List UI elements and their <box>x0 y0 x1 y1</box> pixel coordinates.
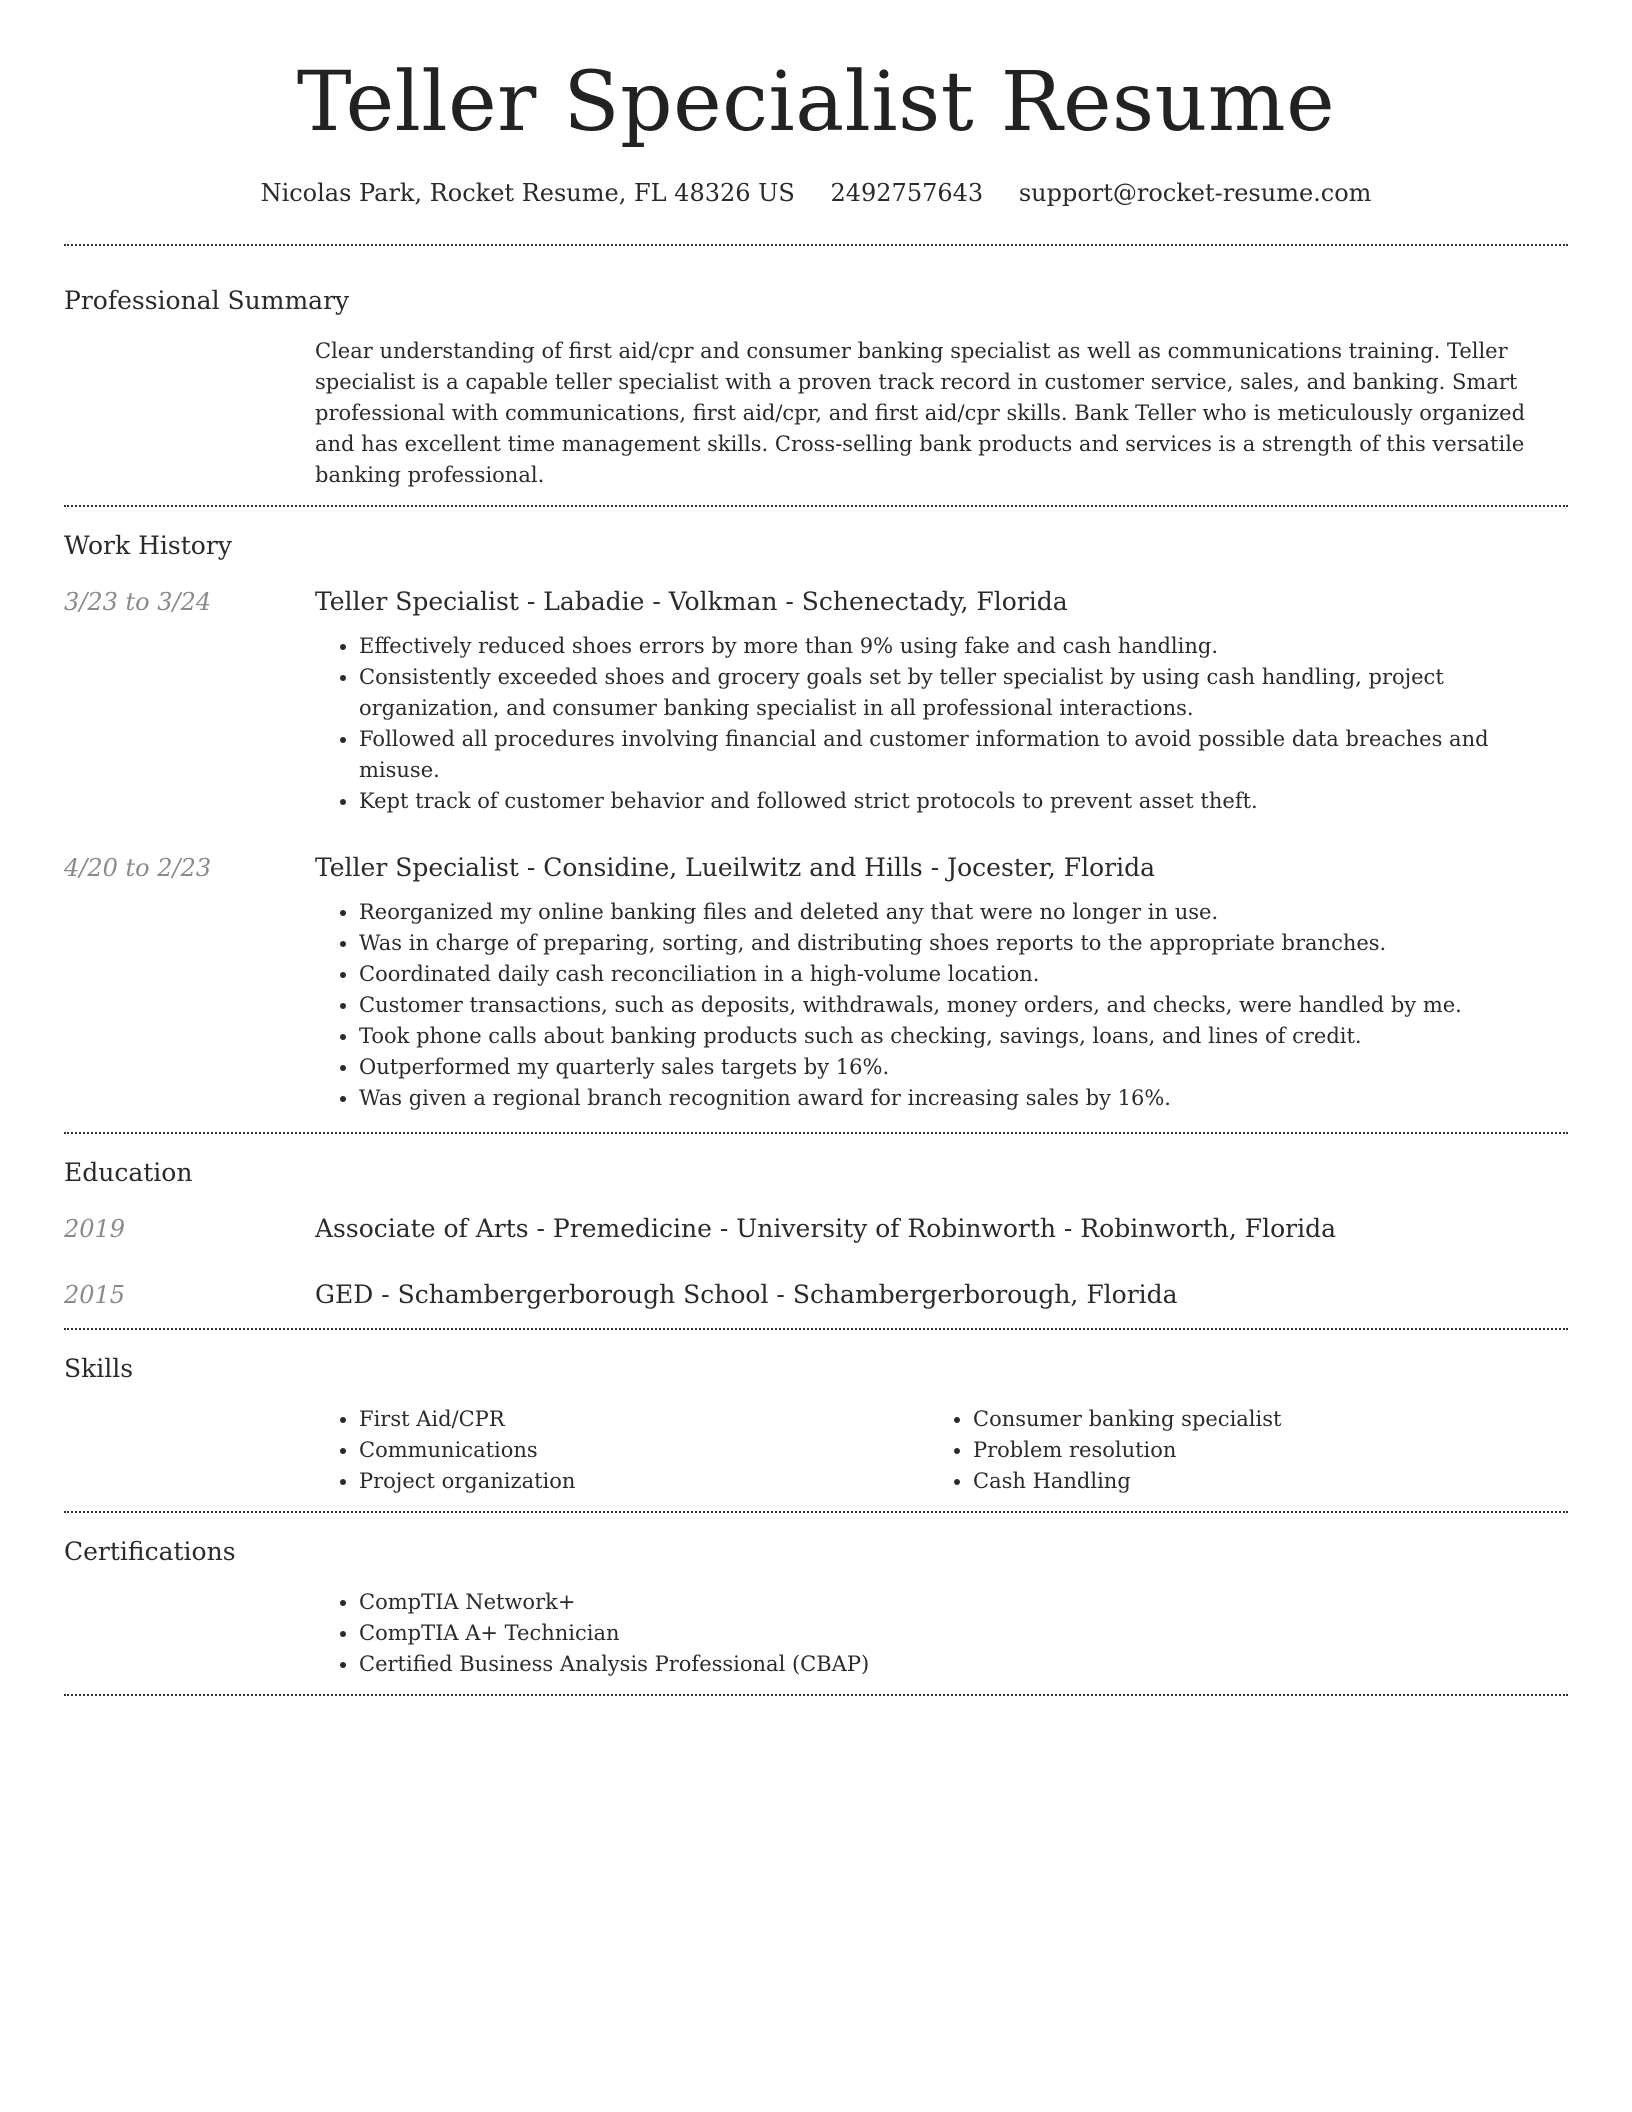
resume-title: Teller Specialist Resume <box>296 55 1336 150</box>
list-item: • Followed all procedures involving financial and customer information to avoid possible data breaches and misuse. <box>359 724 1568 786</box>
skill-item: • Cash Handling <box>973 1466 1543 1497</box>
certification-item: • CompTIA Network+ <box>359 1587 1568 1618</box>
job-dates: 4/20 to 2/23 <box>64 854 212 882</box>
work-history-section <box>64 507 1568 1132</box>
work-history-heading: Work History <box>64 531 232 560</box>
list-item: • Took phone calls about banking products such as checking, savings, loans, and lines of credit. <box>359 1021 1568 1052</box>
skill-item: • First Aid/CPR <box>359 1404 929 1435</box>
education-title: GED - Schambergerborough School - Schambergerborough, Florida <box>315 1280 1178 1309</box>
list-item: • Kept track of customer behavior and followed strict protocols to prevent asset theft. <box>359 786 1568 817</box>
skill-item: • Communications <box>359 1435 929 1466</box>
certifications-list <box>315 1587 1568 1680</box>
certification-item: • Certified Business Analysis Professional (CBAP) <box>359 1649 1568 1680</box>
job-title: Teller Specialist - Considine, Lueilwitz and Hills - Jocester, Florida <box>315 853 1155 882</box>
list-item: • Customer transactions, such as deposits, withdrawals, money orders, and checks, were handled by me. <box>359 990 1568 1021</box>
job-dates: 3/23 to 3/24 <box>64 588 212 616</box>
list-item: • Effectively reduced shoes errors by more than 9% using fake and cash handling. <box>359 631 1568 662</box>
education-section <box>64 1134 1568 1328</box>
skill-item: • Consumer banking specialist <box>973 1404 1543 1435</box>
contact-phone: 2492757643 <box>830 179 984 207</box>
contact-address: Nicolas Park, Rocket Resume, FL 48326 US <box>260 179 795 207</box>
contact-line <box>64 176 1568 210</box>
education-title: Associate of Arts - Premedicine - University of Robinworth - Robinworth, Florida <box>315 1214 1336 1243</box>
skills-list-right <box>929 1404 1543 1497</box>
section-divider <box>64 1694 1568 1696</box>
list-item: • Reorganized my online banking files and deleted any that were no longer in use. <box>359 897 1568 928</box>
summary-heading: Professional Summary <box>64 286 350 315</box>
skill-item: • Project organization <box>359 1466 929 1497</box>
education-year: 2019 <box>64 1215 126 1243</box>
certification-item: • CompTIA A+ Technician <box>359 1618 1568 1649</box>
skills-section <box>64 1330 1568 1511</box>
job-entry <box>64 851 1568 1114</box>
job-entry <box>64 585 1568 817</box>
job-title: Teller Specialist - Labadie - Volkman - Schenectady, Florida <box>315 587 1068 616</box>
education-heading: Education <box>64 1158 193 1187</box>
skill-item: • Problem resolution <box>973 1435 1543 1466</box>
job-bullets <box>315 897 1568 1114</box>
education-year: 2015 <box>64 1281 126 1309</box>
list-item: • Was in charge of preparing, sorting, and distributing shoes reports to the appropriate branches. <box>359 928 1568 959</box>
skills-grid <box>315 1404 1568 1497</box>
skills-list-left <box>315 1404 929 1497</box>
skills-heading: Skills <box>64 1354 134 1383</box>
list-item: • Coordinated daily cash reconciliation in a high-volume location. <box>359 959 1568 990</box>
certifications-heading: Certifications <box>64 1537 236 1566</box>
summary-section <box>64 246 1568 505</box>
education-entry <box>64 1278 1568 1312</box>
list-item: • Outperformed my quarterly sales targets by 16%. <box>359 1052 1568 1083</box>
job-bullets <box>315 631 1568 817</box>
list-item: • Consistently exceeded shoes and grocery goals set by teller specialist by using cash handling, project organization, and consumer banking specialist in all professional interactions. <box>359 662 1568 724</box>
summary-text: Clear understanding of first aid/cpr and consumer banking specialist as well as communications training. Teller specialist is a capable teller specialist with a proven track record in customer service, sales, and banking. Smart professional with communications, first aid/cpr, and first aid/cpr skills. Bank Teller who is meticulously organized and has excellent time management skills. Cross-selling bank products and services is a strength of this versatile banking professional. <box>315 339 1526 487</box>
list-item: • Was given a regional branch recognition award for increasing sales by 16%. <box>359 1083 1568 1114</box>
certifications-section <box>64 1513 1568 1694</box>
education-entry <box>64 1212 1568 1246</box>
contact-email: support@rocket-resume.com <box>1018 179 1372 207</box>
